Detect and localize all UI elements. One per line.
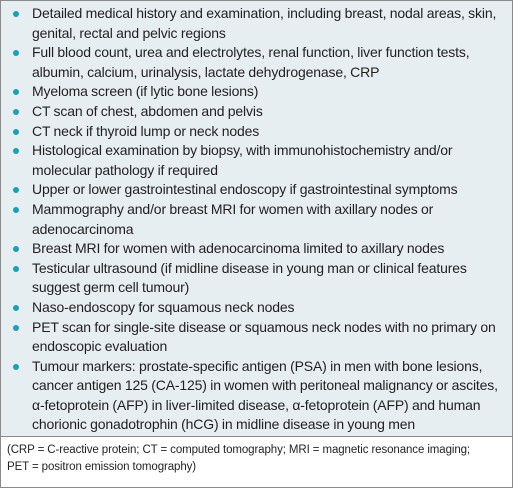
list-item-text: CT scan of chest, abdomen and pelvis bbox=[32, 102, 263, 119]
list-item bbox=[1, 122, 512, 142]
list-item bbox=[1, 43, 512, 82]
list-item bbox=[1, 180, 512, 200]
bullet-icon bbox=[13, 129, 19, 135]
footnote-line: PET = positron emission tomography) bbox=[7, 460, 197, 473]
bullet-icon bbox=[13, 207, 19, 213]
investigations-panel bbox=[1, 1, 512, 436]
list-item-text: Breast MRI for women with adenocarcinoma limited to axillary nodes bbox=[32, 240, 445, 257]
list-item-text: CT neck if thyroid lump or neck nodes bbox=[32, 122, 260, 139]
list-item bbox=[1, 318, 512, 357]
list-item-text: Myeloma screen (if lytic bone lesions) bbox=[32, 83, 259, 100]
list-item-text: Testicular ultrasound (if midline disease in young man or clinical features suggest germ cell tumour) bbox=[32, 259, 467, 296]
footnote-line: (CRP = C-reactive protein; CT = computed tomography; MRI = magnetic resonance imaging; bbox=[7, 444, 471, 456]
bullet-icon bbox=[13, 325, 19, 331]
list-item-text: Tumour markers: prostate-specific antigen (PSA) in men with bone lesions, cancer antigen 125 (CA-125) in women with peritoneal malignancy or ascites, α-fetoprotein (AFP) in liver-limited disease, α-fetoprotein (AFP) and human chorionic gonadotrophin (hCG) in midline disease in young men bbox=[32, 357, 498, 433]
bullet-icon bbox=[13, 266, 19, 272]
abbreviations-footnote bbox=[1, 436, 512, 487]
list-item bbox=[1, 200, 512, 239]
list-item-text: Histological examination by biopsy, with immunohistochemistry and/or molecular pathology if required bbox=[32, 142, 453, 178]
list-item bbox=[1, 298, 512, 318]
list-item-text: Detailed medical history and examination, including breast, nodal areas, skin, genital, rectal and pelvic regions bbox=[32, 5, 497, 41]
bullet-icon bbox=[13, 246, 19, 252]
list-item bbox=[1, 141, 512, 180]
investigations-list bbox=[1, 1, 512, 435]
list-item bbox=[1, 102, 512, 122]
list-item-text: Upper or lower gastrointestinal endoscopy if gastrointestinal symptoms bbox=[32, 181, 458, 198]
list-item-text: PET scan for single-site disease or squamous neck nodes with no primary on endoscopic evaluation bbox=[32, 318, 496, 355]
list-item bbox=[1, 259, 512, 298]
list-item bbox=[1, 357, 512, 435]
bullet-icon bbox=[13, 148, 19, 154]
bullet-icon bbox=[13, 364, 19, 370]
list-item-text: Naso-endoscopy for squamous neck nodes bbox=[32, 298, 295, 315]
list-item bbox=[1, 4, 512, 43]
bullet-icon bbox=[13, 89, 19, 95]
bullet-icon bbox=[13, 187, 19, 193]
list-item bbox=[1, 82, 512, 102]
list-item-text: Full blood count, urea and electrolytes, renal function, liver function tests, albumin, calcium, urinalysis, lactate dehydrogenase, CRP bbox=[32, 44, 470, 80]
bullet-icon bbox=[13, 50, 19, 56]
bullet-icon bbox=[13, 109, 19, 115]
bullet-icon bbox=[13, 11, 19, 17]
list-item bbox=[1, 239, 512, 259]
bullet-icon bbox=[13, 305, 19, 311]
list-item-text: Mammography and/or breast MRI for women with axillary nodes or adenocarcinoma bbox=[32, 200, 434, 237]
